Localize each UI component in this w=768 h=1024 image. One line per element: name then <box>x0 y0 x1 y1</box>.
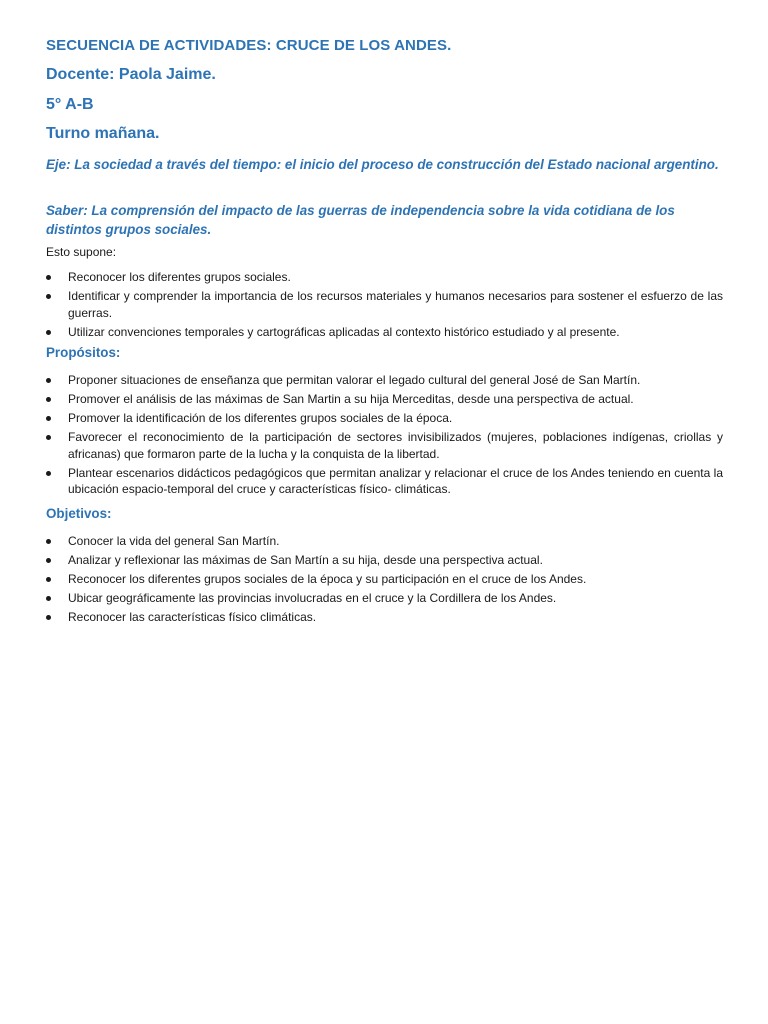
list-item: Reconocer las características físico climáticas. <box>46 609 723 626</box>
list-item: Promover el análisis de las máximas de San Martin a su hija Merceditas, desde una perspectiva de actual. <box>46 391 723 408</box>
objetivos-list <box>46 533 723 628</box>
bullet-icon <box>46 397 51 402</box>
bullet-icon <box>46 416 51 421</box>
eje-text: Eje: La sociedad a través del tiempo: el inicio del proceso de construcción del Estado nacional argentino. <box>46 157 719 172</box>
supone-list <box>46 269 723 343</box>
bullet-icon <box>46 596 51 601</box>
bullet-icon <box>46 539 51 544</box>
list-item: Reconocer los diferentes grupos sociales de la época y su participación en el cruce de los Andes. <box>46 571 723 588</box>
bullet-icon <box>46 330 51 335</box>
turno-line: Turno mañana. <box>46 125 160 142</box>
saber-text: Saber: La comprensión del impacto de las guerras de independencia sobre la vida cotidiana de los distintos grupos sociales. <box>46 203 675 237</box>
list-item: Promover la identificación de los diferentes grupos sociales de la época. <box>46 410 723 427</box>
objetivos-heading: Objetivos: <box>46 506 112 521</box>
propositos-list <box>46 372 723 500</box>
grado-line: 5° A-B <box>46 96 94 113</box>
list-item: Reconocer los diferentes grupos sociales. <box>46 269 723 286</box>
bullet-icon <box>46 378 51 383</box>
bullet-icon <box>46 294 51 299</box>
propositos-heading: Propósitos: <box>46 345 121 360</box>
bullet-icon <box>46 558 51 563</box>
docente-line: Docente: Paola Jaime. <box>46 66 216 83</box>
list-item: Plantear escenarios didácticos pedagógicos que permitan analizar y relacionar el cruce de los Andes teniendo en cuenta la ubicación espacio-temporal del cruce y características físico- climáticas. <box>46 465 723 498</box>
list-item: Utilizar convenciones temporales y cartográficas aplicadas al contexto histórico estudiado y al presente. <box>46 324 723 341</box>
list-item: Analizar y reflexionar las máximas de San Martín a su hija, desde una perspectiva actual. <box>46 552 723 569</box>
bullet-icon <box>46 577 51 582</box>
list-item: Proponer situaciones de enseñanza que permitan valorar el legado cultural del general José de San Martín. <box>46 372 723 389</box>
list-item: Ubicar geográficamente las provincias involucradas en el cruce y la Cordillera de los Andes. <box>46 590 723 607</box>
supone-label: Esto supone: <box>46 245 117 259</box>
list-item: Favorecer el reconocimiento de la participación de sectores invisibilizados (mujeres, poblaciones indígenas, criollas y africanas) que formaron parte de la lucha y la conquista de la libertad. <box>46 429 723 462</box>
list-item: Conocer la vida del general San Martín. <box>46 533 723 550</box>
bullet-icon <box>46 471 51 476</box>
bullet-icon <box>46 435 51 440</box>
bullet-icon <box>46 275 51 280</box>
bullet-icon <box>46 615 51 620</box>
document-title: SECUENCIA DE ACTIVIDADES: CRUCE DE LOS ANDES. <box>46 37 452 54</box>
list-item: Identificar y comprender la importancia de los recursos materiales y humanos necesarios para sostener el esfuerzo de las guerras. <box>46 288 723 321</box>
